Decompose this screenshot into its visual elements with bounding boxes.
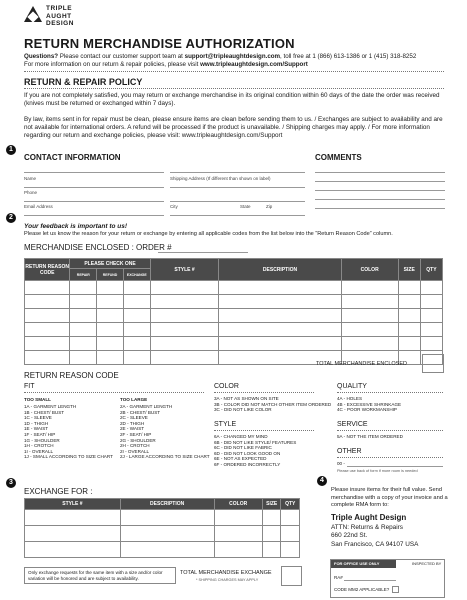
total-exchange-label: TOTAL MERCHANDISE EXCHANGE: [180, 570, 272, 576]
ex-col-qty: QTY: [281, 499, 300, 510]
col-description: DESCRIPTION: [219, 259, 341, 281]
table-row[interactable]: [25, 510, 300, 526]
total-exchange-note: * SHIPPING CHARGES MAY APPLY: [196, 578, 259, 582]
fit-heading: FIT: [24, 383, 35, 390]
merchandise-table: [24, 258, 443, 365]
table-row[interactable]: [25, 337, 443, 351]
phone-label: Phone: [24, 190, 38, 195]
quality-heading: QUALITY: [337, 383, 367, 390]
policy-paragraph-1: If you are not completely satisfied, you may return or exchange merchandise in its original condition within 60 days of the date the order was received (knives must be returned or exchanged within 7 days).: [24, 92, 440, 107]
too-large-heading: TOO LARGE: [120, 397, 148, 402]
other-heading: OTHER: [337, 448, 362, 455]
state-label: State: [240, 204, 251, 209]
zip-label: Zip: [266, 204, 273, 209]
support-url-link[interactable]: www.tripleaughtdesign.com/Support: [200, 61, 308, 68]
ra-number-field[interactable]: [344, 580, 396, 581]
total-enclosed-box[interactable]: [422, 354, 444, 373]
comments-heading: COMMENTS: [315, 153, 362, 162]
style-heading: STYLE: [214, 421, 237, 428]
brand-line2: AUGHT: [46, 12, 72, 20]
divider: [24, 71, 444, 72]
col-refund: REFUND: [97, 269, 124, 281]
col-exchange: EXCHANGE: [123, 269, 150, 281]
table-row[interactable]: [25, 542, 300, 558]
policy-heading: RETURN & REPAIR POLICY: [24, 77, 143, 87]
ship-company: Triple Aught Design: [331, 513, 407, 522]
table-row[interactable]: [25, 281, 443, 295]
city-label: City: [170, 204, 178, 209]
step-1-badge: 1: [6, 145, 16, 155]
col-please-check: PLEASE CHECK ONE: [70, 259, 150, 269]
color-list: 3A - NOT AS SHOWN ON SITE 3B - COLOR DID NOT MATCH OTHER ITEM ORDERED 3C - DID NOT LIKE COLOR: [214, 396, 332, 413]
ship-address: ATTN: Returns & Repairs 660 22nd St. San Francisco, CA 94107 USA: [331, 524, 419, 548]
ex-col-color: COLOR: [214, 499, 262, 510]
inspected-by-label: INSPECTED BY: [412, 561, 442, 566]
service-list: 5A - NOT THE ITEM ORDERED: [337, 434, 403, 439]
table-row[interactable]: [25, 309, 443, 323]
other-note: Please use back of form if more room is needed: [337, 469, 418, 473]
total-exchange-box[interactable]: [281, 566, 302, 586]
style-list: 6A - CHANGED MY MIND 6B - DID NOT LIKE STYLE/ FEATURES 6C - DID NOT LIKE FABRIC 6D - DID NOT LOOK GOOD ON 6E - NOT AS EXPECTED 6F - ORDERED INCORRECTLY: [214, 434, 297, 467]
questions-line: Questions? Please contact our customer support team at support@tripleaughtdesign.com, toll free at 1 (866) 613-1386 or 1 (415) 318-8252: [24, 53, 417, 60]
brand-line3: DESIGN: [46, 20, 74, 27]
too-small-list: 1A - GARMENT LENGTH 1B - CHEST/ BUST 1C - SLEEVE 1D - THIGH 1E - WAIST 1F - SEAT/ HIP 1G - SHOULDER 1H - CROTCH 1I - OVERALL 1J - SMALL ACCORDING TO SIZE CHART: [24, 404, 113, 460]
col-color: COLOR: [341, 259, 398, 281]
mm2-checkbox[interactable]: [392, 586, 399, 593]
table-row[interactable]: [25, 323, 443, 337]
exchange-heading: EXCHANGE FOR :: [24, 487, 93, 496]
table-row[interactable]: [25, 526, 300, 542]
feedback-heading: Your feedback is important to us!: [24, 223, 128, 230]
total-enclosed-label: TOTAL MERCHANDISE ENCLOSED: [316, 361, 407, 367]
merchandise-enclosed-label: MERCHANDISE ENCLOSED : ORDER #: [24, 243, 172, 252]
other-field[interactable]: [347, 466, 443, 467]
too-small-heading: TOO SMALL: [24, 397, 51, 402]
shipping-instructions: Please insure items for their full value. Send merchandise with a copy of your invoice and a complete RMA form to:: [331, 487, 448, 508]
policy-paragraph-2: By law, items sent in for repair must be clean, please ensure items are clean before sending them to us. / Exchanges are subject to availability and are not available for international orders. A refund will be processed if the product is unavailable. / Shipping charges may apply. / For more information regarding our return and exchange policies, please visit: www.tripleaughtdesign.com/Support: [24, 116, 443, 139]
shipping-field[interactable]: [170, 187, 305, 188]
email-field[interactable]: [24, 215, 164, 216]
order-number-field[interactable]: [158, 252, 248, 253]
brand-logo: [24, 4, 114, 32]
color-heading: COLOR: [214, 383, 239, 390]
shipping-label: Shipping Address (If different than shown on label): [170, 176, 271, 181]
page-title: RETURN MERCHANDISE AUTHORIZATION: [24, 36, 295, 51]
col-size: SIZE: [398, 259, 420, 281]
col-style: STYLE #: [150, 259, 219, 281]
office-use-label: FOR OFFICE USE ONLY: [331, 560, 396, 568]
ex-col-style: STYLE #: [25, 499, 121, 510]
city-state-zip-field[interactable]: [170, 215, 305, 216]
ra-number-label: RA#: [334, 575, 343, 580]
name-label: Name: [24, 176, 37, 181]
quality-list: 4A - HOLES 4B - EXCESSIVE SHRINKAGE 4C - POOR WORKMANSHIP: [337, 396, 402, 413]
ex-col-description: DESCRIPTION: [120, 499, 214, 510]
ex-col-size: SIZE: [262, 499, 281, 510]
col-return-reason: RETURN REASON CODE: [25, 259, 70, 281]
phone-field[interactable]: [24, 201, 164, 202]
step-2-badge: 2: [6, 213, 16, 223]
info-line: For more information on our return & repair policies, please visit www.tripleaughtdesign.com/Support: [24, 61, 308, 68]
feedback-instructions: Please let us know the reason for your return or exchange by entering all applicable codes from the list below into the “Return Reason Code” column.: [24, 231, 393, 237]
service-heading: SERVICE: [337, 421, 368, 428]
support-email-link[interactable]: support@tripleaughtdesign.com: [184, 53, 281, 60]
step-3-badge: 3: [6, 478, 16, 488]
col-qty: QTY: [420, 259, 442, 281]
reason-code-heading: RETURN REASON CODE: [24, 371, 119, 380]
step-4-badge: 4: [317, 476, 327, 486]
email-label: Email Address: [24, 204, 53, 209]
too-large-list: 2A - GARMENT LENGTH 2B - CHEST/ BUST 2C - SLEEVE 2D - THIGH 2E - WAIST 2F - SEAT/ HIP 2G - SHOULDER 2H - CROTCH 2I - OVERALL 2J - LARGE ACCORDING TO SIZE CHART: [120, 404, 210, 460]
exchange-note: Only exchange requests for the same item with a size and/or color variation will be honored and are subject to availability.: [24, 567, 176, 584]
table-row[interactable]: [25, 295, 443, 309]
comments-field[interactable]: [315, 172, 445, 173]
mm2-label: CODE MM2 APPLICABLE?: [334, 587, 390, 592]
col-repair: REPAIR: [70, 269, 97, 281]
contact-heading: CONTACT INFORMATION: [24, 153, 121, 162]
name-field[interactable]: [24, 187, 164, 188]
exchange-table: [24, 498, 300, 558]
other-code: 00 -: [337, 461, 345, 466]
brand-line1: TRIPLE: [46, 5, 73, 12]
